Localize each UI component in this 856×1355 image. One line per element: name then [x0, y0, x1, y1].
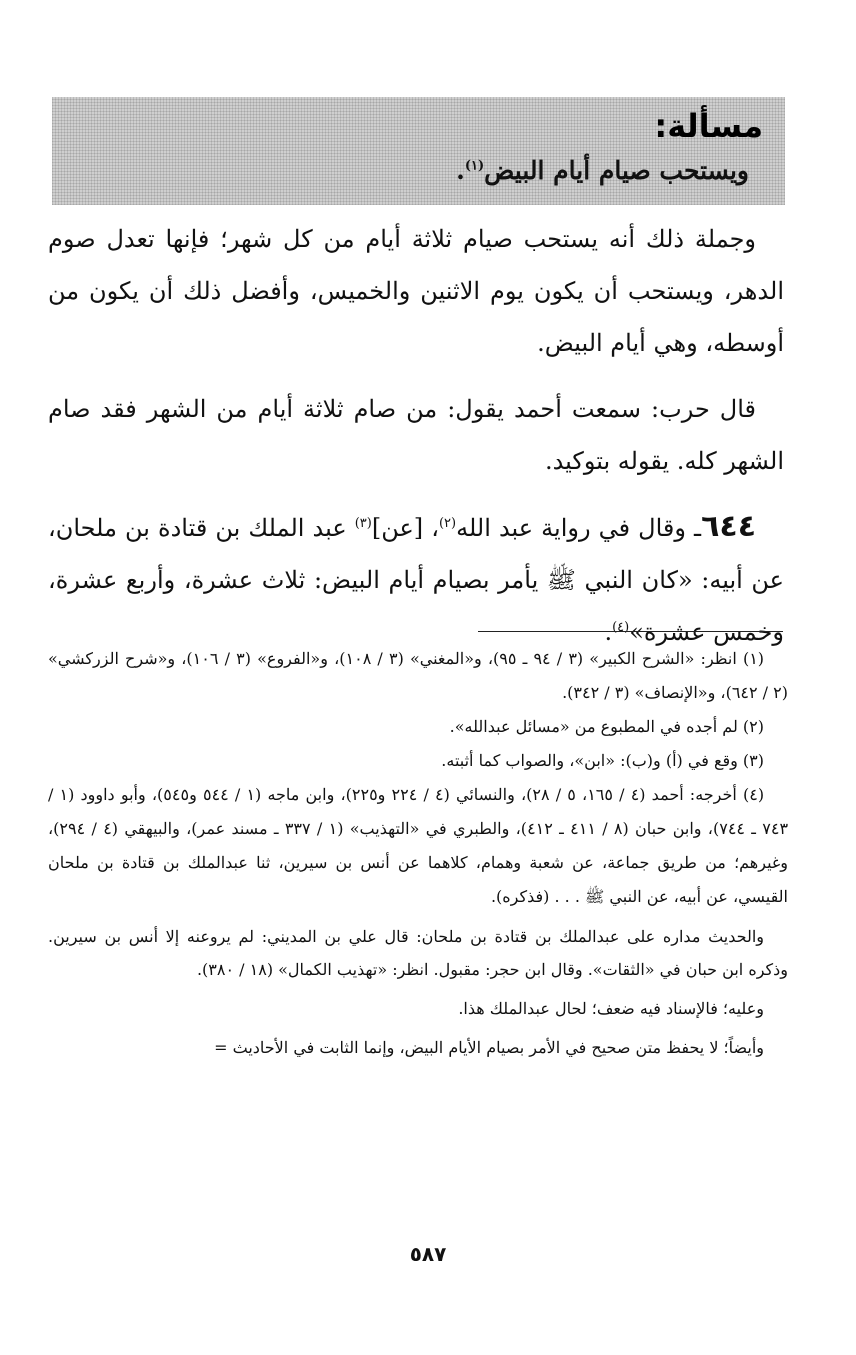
footnote-4-verdict [48, 992, 788, 1025]
paragraph-harb [48, 383, 784, 487]
hadith-text-4: . [604, 618, 613, 646]
hadith-text-3: عبد الملك بن قتادة بن ملحان، عن أبيه: «كان النبي ﷺ يأمر بصيام أيام البيض: ثلاث عشرة، وأربع عشرة، وخمس عشرة» [48, 514, 784, 646]
hadith-paragraph [48, 501, 784, 658]
paragraph-intro-text: وجملة ذلك أنه يستحب صيام ثلاثة أيام من كل شهر؛ فإنها تعدل صوم الدهر، ويستحب أن يكون يوم الاثنين والخميس، وأفضل ذلك أن يكون من أوسطه، وهي أيام البيض. [48, 225, 784, 357]
hadith-text-1: ـ وقال في رواية عبد الله [456, 514, 702, 542]
footnote-3 [48, 744, 788, 778]
footnote-1-text: (١) انظر: «الشرح الكبير» (٣ / ٩٤ ـ ٩٥)، و«المغني» (٣ / ١٠٨)، و«الفروع» (٣ / ١٠٦)، و«شرح الزركشي» (٢ / ٦٤٢)، و«الإنصاف» (٣ / ٣٤٢). [48, 649, 788, 702]
issue-statement-end: . [456, 156, 465, 185]
footnote-1 [48, 642, 788, 710]
footnote-ref-2: (٢) [438, 516, 457, 531]
main-text [48, 213, 784, 672]
footnotes [48, 642, 788, 1064]
paragraph-intro [48, 213, 784, 369]
issue-label: مسألة: [654, 107, 763, 145]
issue-header-box [52, 97, 785, 205]
footnote-ref-3: (٣) [354, 516, 372, 531]
footnote-4-continuation [48, 1031, 788, 1064]
issue-statement [74, 149, 763, 193]
footnote-4-continuation-text: وأيضاً؛ لا يحفظ متن صحيح في الأمر بصيام الأيام البيض، وإنما الثابت في الأحاديث = [214, 1038, 764, 1057]
footnote-4 [48, 778, 788, 914]
footnote-4-text: (٤) أخرجه: أحمد (٤ / ١٦٥، ٥ / ٢٨)، والنسائي (٤ / ٢٢٤ و٢٢٥)، وابن ماجه (١ / ٥٤٤ و٥٤٥)، وأبو داوود (١ / ٧٤٣ ـ ٧٤٤)، وابن حبان (٨ / ٤١١ ـ ٤١٢)، والطبري في «التهذيب» (١ / ٣٣٧ ـ مسند عمر)، والبيهقي (٤ / ٢٩٤)، وغيرهم؛ من طريق جماعة، عن شعبة وهمام، كلاهما عن أنس بن سيرين، ثنا عبدالملك بن قتادة بن ملحان القيسي، عن أبيه، عن النبي ﷺ . . . (فذكره). [48, 785, 789, 906]
footnote-ref-1: (١) [464, 158, 485, 174]
footnote-ref-4: (٤) [612, 620, 630, 635]
paragraph-harb-text: قال حرب: سمعت أحمد يقول: من صام ثلاثة أيام من الشهر فقد صام الشهر كله. يقوله بتوكيد. [48, 395, 784, 475]
footnote-2-text: (٢) لم أجده في المطبوع من «مسائل عبدالله». [449, 717, 764, 736]
hadith-text-2: ، [عن] [371, 514, 439, 542]
page-number: ٥٨٧ [409, 1242, 447, 1266]
footnote-separator [478, 631, 783, 632]
footnote-2 [48, 710, 788, 744]
footnote-4-commentary [48, 920, 788, 986]
footnote-4-verdict-text: وعليه؛ فالإسناد فيه ضعف؛ لحال عبدالملك هذا. [458, 999, 764, 1018]
footnote-4-commentary-text: والحديث مداره على عبدالملك بن قتادة بن ملحان: قال علي بن المديني: لم يروعنه إلا أنس بن سيرين. وذكره ابن حبان في «الثقات». وقال ابن حجر: مقبول. انظر: «تهذيب الكمال» (١٨ / ٣٨٠). [48, 927, 788, 979]
footnote-3-text: (٣) وقع في (أ) و(ب): «ابن»، والصواب كما أثبته. [441, 751, 764, 770]
issue-statement-text: ويستحب صيام أيام البيض [484, 156, 749, 185]
hadith-number: ٦٤٤ [701, 509, 757, 544]
